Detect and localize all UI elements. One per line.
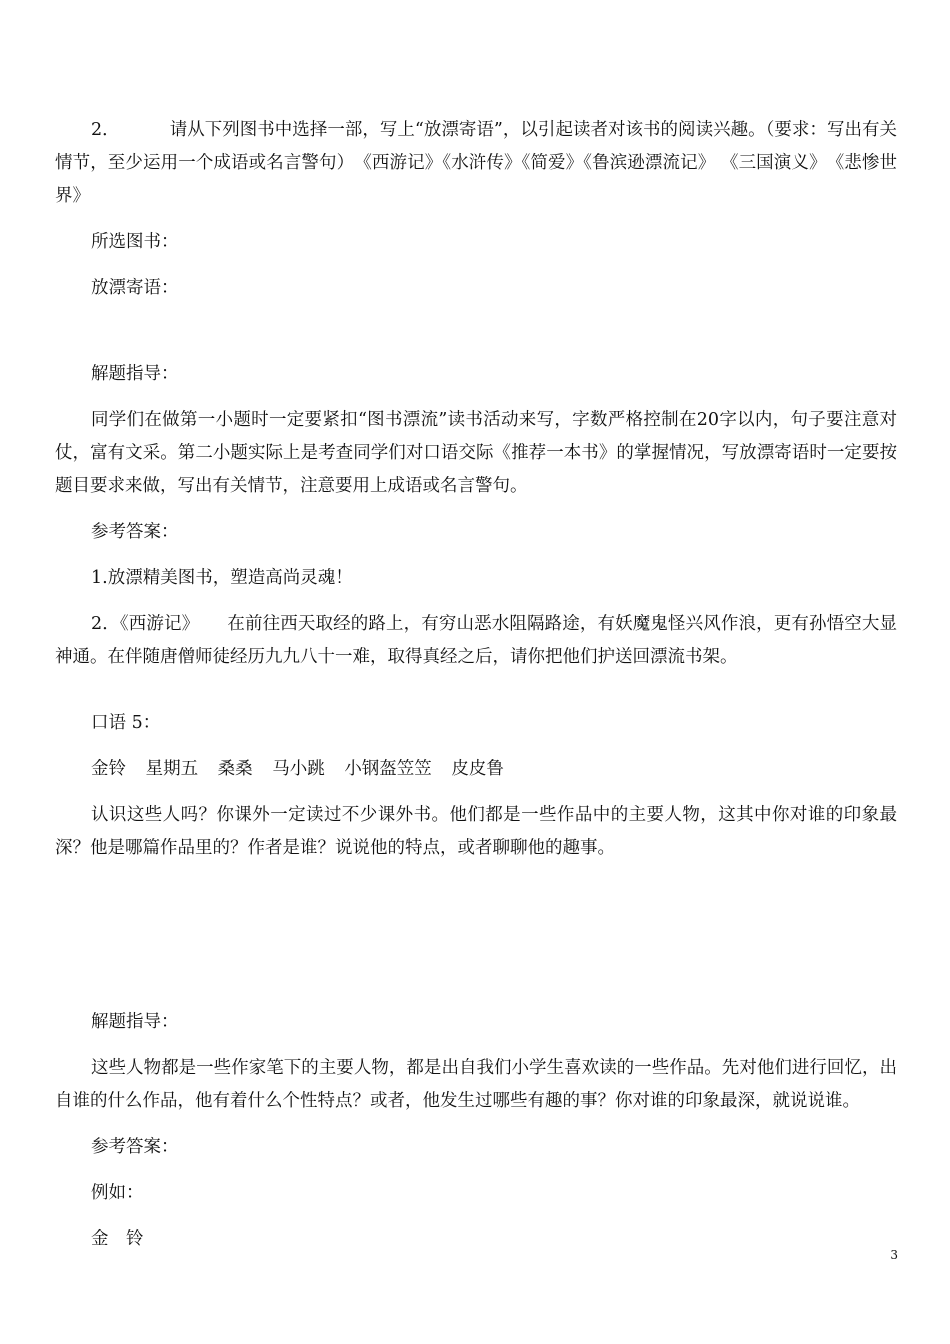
answer-1-item-2-text: 在前往西天取经的路上，有穷山恶水阻隔路途，有妖魔鬼怪兴风作浪，更有孙悟空大显神通。在伴随唐僧师徒经历九九八十一难，取得真经之后，请你把他们护送回漂流书架。 [55,614,897,667]
answer-2-name: 金 铃 [91,1229,144,1249]
guide-2-title: 解题指导： [91,1012,179,1032]
character-name: 小钢盔笠笠 [344,759,432,779]
character-name: 桑桑 [217,759,253,779]
oral-5-text: 认识这些人吗？你课外一定读过不少课外书。他们都是一些作品中的主要人物，这其中你对谁的印象最深？他是哪篇作品里的？作者是谁？说说他的特点，或者聊聊他的趣事。 [55,805,897,858]
answer-2-title: 参考答案： [91,1137,179,1157]
question-2-number: 2． [91,120,120,140]
character-name: 皮皮鲁 [451,759,504,779]
guide-2-text: 这些人物都是一些作家笔下的主要人物，都是出自我们小学生喜欢读的一些作品。先对他们进行回忆，出自谁的什么作品，他有着什么个性特点？或者，他发生过哪些有趣的事？你对谁的印象最深，就说说谁。 [55,1058,897,1111]
character-name: 马小跳 [272,759,325,779]
answer-1-item-2-book: 2．《西游记》 [91,614,200,634]
guide-1-text: 同学们在做第一小题时一定要紧扣“图书漂流”读书活动来写，字数严格控制在20字以内，句子要注意对仗，富有文采。第二小题实际上是考查同学们对口语交际《推荐一本书》的掌握情况，写放漂寄语时一定要按题目要求来做，写出有关情节，注意要用上成语或名言警句。 [55,410,897,496]
character-name: 金铃 [91,759,126,779]
answer-1-item-2 [55,608,897,674]
page-number: 3 [890,1248,898,1262]
guide-1-title: 解题指导： [91,364,179,384]
question-2 [55,114,897,213]
character-name: 星期五 [145,759,199,779]
selected-book-label: 所选图书： [91,232,179,252]
message-label: 放漂寄语： [91,278,179,298]
answer-1-item-1: 1.放漂精美图书，塑造高尚灵魂！ [91,568,353,588]
question-2-text: 请从下列图书中选择一部，写上“放漂寄语”，以引起读者对该书的阅读兴趣。（要求：写出有关情节，至少运用一个成语或名言警句） 《西游记》《水浒传》《简爱》《鲁滨逊漂流记》 《三国演义》 《悲惨世界》 [55,120,897,206]
answer-2-example: 例如： [91,1183,144,1203]
oral-5-names [55,753,897,786]
oral-5-title: 口语 5： [91,713,161,733]
document-page [55,114,897,1269]
answer-1-title: 参考答案： [91,522,179,542]
